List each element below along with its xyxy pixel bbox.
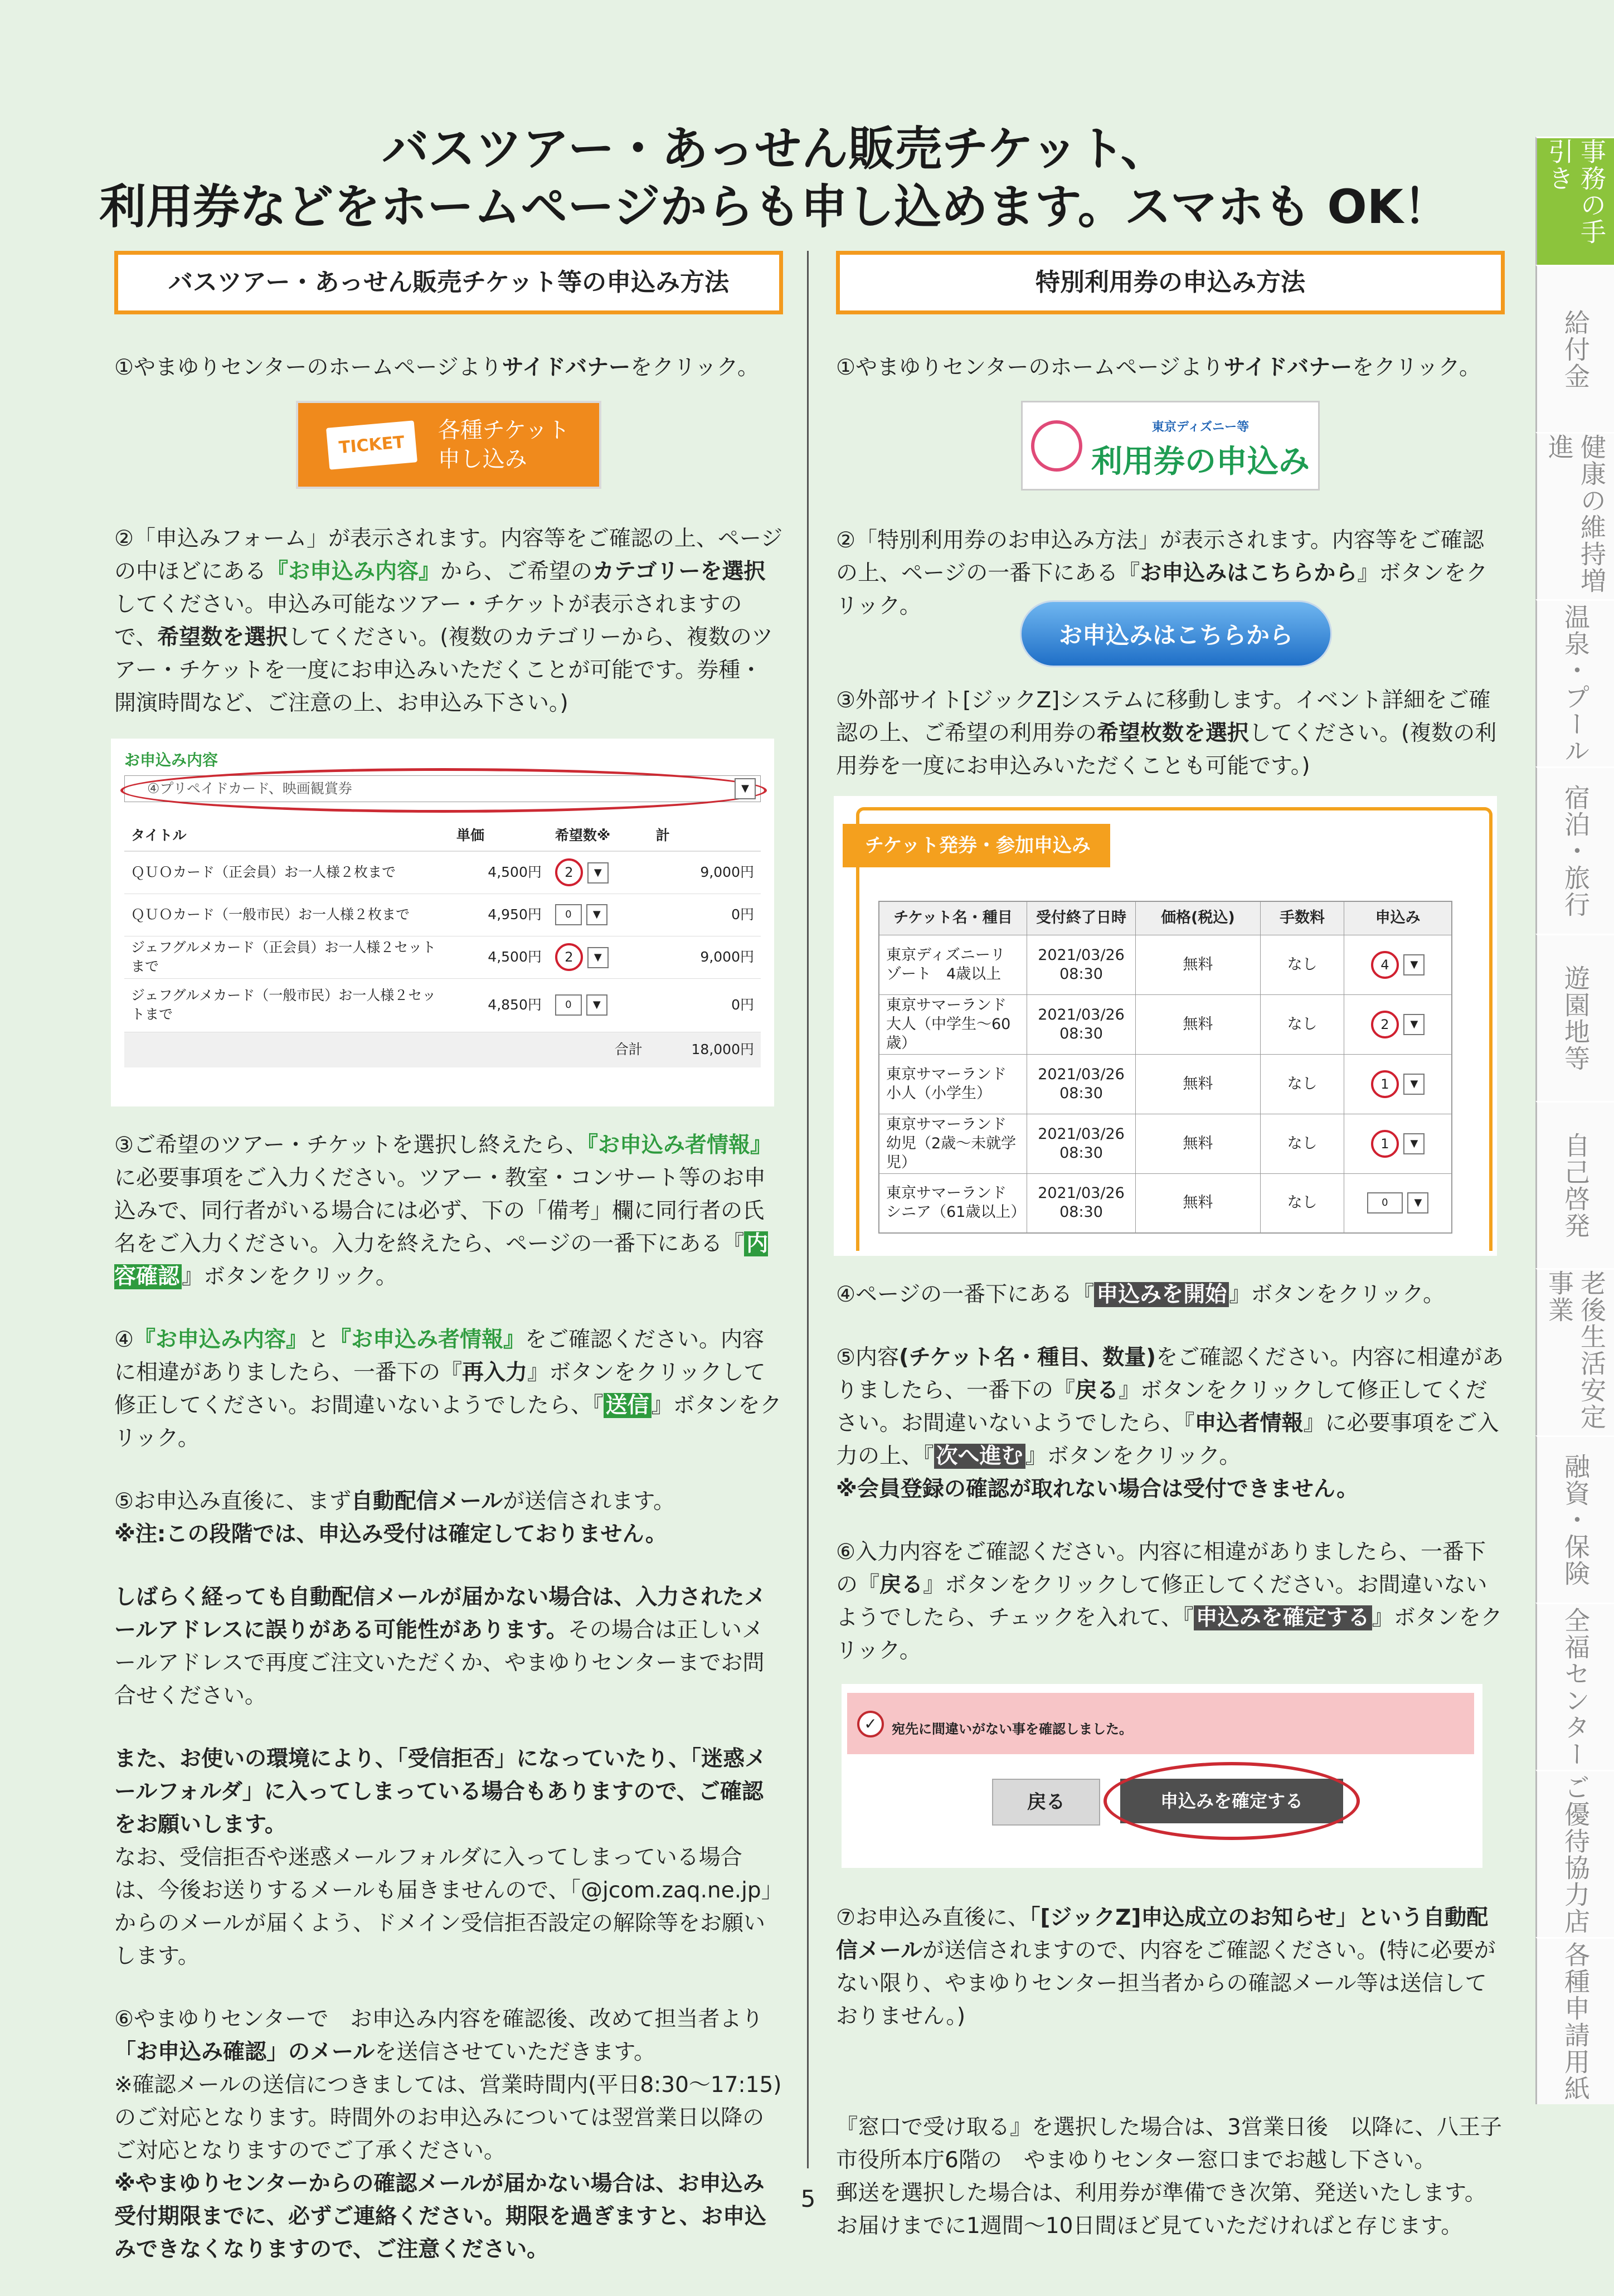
quantity-select[interactable]: 1 [1371, 1070, 1399, 1098]
confirm-screenshot: ✓ 宛先に間違いがない事を確認しました。 戻る 申込みを確定する [842, 1684, 1482, 1868]
quantity-select[interactable]: 1 [1371, 1130, 1399, 1158]
ticket-screenshot [834, 796, 1497, 1256]
tab-office-guide[interactable]: 事務の手引き [1535, 137, 1614, 265]
ferris-wheel-icon [1031, 420, 1082, 472]
left-note-spam: また、お使いの環境により、「受信拒否」になっていたり、「迷惑メールフォルダ」に入ってしまっている場合もありますので、ご確認をお願いします。 なお、受信拒否や迷惑メールフォルダに入ってしまっている場合は、今後お送りするメールも届きませんので、「@jcom.zaq.ne.jp」からのメールが届くよう、ドメイン受信拒否設定の解除等をお願いします。 [114, 1746, 783, 1969]
quantity-select[interactable]: 2 [555, 943, 583, 971]
left-step-1: ①やまゆりセンターのホームページよりサイドバナーをクリック。 [114, 355, 760, 380]
table-row: ジェフグルメカード（正会員）お一人様２セットまで 4,500円 2 ▼ 9,000円 [124, 936, 761, 978]
tab-self-development[interactable]: 自己啓発 [1535, 1101, 1614, 1268]
back-button[interactable]: 戻る [992, 1779, 1100, 1826]
left-step-4: ④『お申込み内容』と『お申込み者情報』をご確認ください。内容に相違がありましたら、一番下の『再入力』ボタンをクリックして修正してください。お間違いないようでしたら、『 送信 』ボタンをクリック。 [114, 1327, 782, 1451]
ticket-table: チケット名・種目 受付終了日時 価格(税込) 手数料 申込み 東京ディズニーリゾート 4歳以上 2021/03/26 08:30 無料 なし 4 ▼ 東京サマーランド大人（中学生～60歳） 2021/03/26 08:30 無料 なし 2 ▼ 東京サマーランド小人（小学生） 2021/03/26 08:30 無料 なし 1 ▼ 東京サマーランド幼児（2歳～未就学児） 2021/03/26 08:30 無料 なし 1 ▼ 東京サマーランドシニア（61歳以上） 2021/03/26 08:30 無料 なし 0 ▼ [878, 901, 1452, 1234]
tab-forms[interactable]: 各種申請用紙 [1535, 1937, 1614, 2104]
chevron-down-icon: ▼ [586, 904, 607, 925]
table-row: 東京サマーランド幼児（2歳～未就学児） 2021/03/26 08:30 無料 なし 1 ▼ [879, 1114, 1452, 1173]
chevron-down-icon: ▼ [1403, 1074, 1425, 1095]
tab-health[interactable]: 健康の維持増進 [1535, 432, 1614, 599]
table-row: 東京サマーランド小人（小学生） 2021/03/26 08:30 無料 なし 1 ▼ [879, 1054, 1452, 1114]
left-step-5: ⑤お申込み直後に、まず自動配信メールが送信されます。 ※注:この段階では、申込み受付は確定しておりません。 [114, 1489, 675, 1547]
chevron-down-icon: ▼ [1403, 1014, 1425, 1035]
page-number: 5 [800, 2185, 816, 2212]
chevron-down-icon: ▼ [586, 994, 607, 1016]
column-divider [807, 251, 809, 2168]
right-column [836, 251, 1505, 2273]
ticket-issue-tab: チケット発券・参加申込み [843, 824, 1110, 867]
left-step-3: ③ご希望のツアー・チケットを選択し終えたら、『お申込み者情報』に必要事項をご入力ください。ツアー・教室・コンサート等のお申込みで、同行者がいる場合には必ず、下の「備考」欄に同行者の氏名をご入力ください。入力を終えたら、ページの一番下にある『 内容確認 』ボタンをクリック。 [114, 1133, 772, 1289]
table-row: ジェフグルメカード（一般市民）お一人様２セットまで 4,850円 0 ▼ 0円 [124, 978, 761, 1032]
quantity-select[interactable]: 0 [1367, 1192, 1403, 1213]
left-note-mail: しばらく経っても自動配信メールが届かない場合は、入力されたメールアドレスに誤りがある可能性があります。その場合は正しいメールアドレスで再度ご注文いただくか、やまゆりセンターまでお問合せください。 [114, 1585, 766, 1708]
table-row: 東京サマーランド大人（中学生～60歳） 2021/03/26 08:30 無料 なし 2 ▼ [879, 994, 1452, 1054]
tab-travel[interactable]: 宿泊・旅行 [1535, 766, 1614, 934]
order-form-screenshot: お申込み内容 ④プリペイドカード、映画観賞券 ▼ タイトル 単価 希望数※ 計 ＱＵＯカード（正会員）お一人様２枚まで 4,500円 2 ▼ 9,000円 ＱＵＯカード（一般市民）お一人様２枚まで 4,950円 0 ▼ 0円 ジェフグルメカード（正会員）お一人様２セットまで 4,500円 2 ▼ 9,000円 ジェフグルメカード（一般市民）お一人様２セットまで 4,850円 0 ▼ 0円 合計 18,000円 [111, 739, 774, 1106]
ticket-banner[interactable]: TICKET 各種チケット 申し込み [296, 401, 601, 489]
quantity-select[interactable]: 2 [1371, 1011, 1399, 1038]
table-row: 東京ディズニーリゾート 4歳以上 2021/03/26 08:30 無料 なし 4 ▼ [879, 935, 1452, 994]
table-row: 東京サマーランドシニア（61歳以上） 2021/03/26 08:30 無料 なし 0 ▼ [879, 1173, 1452, 1233]
tab-zenpuku-center[interactable]: 全福センター [1535, 1603, 1614, 1770]
chevron-down-icon: ▼ [1407, 1192, 1428, 1213]
left-step-6: ⑥やまゆりセンターで お申込み内容を確認後、改めて担当者より「お申込み確認」のメールを送信させていただきます。 ※確認メールの送信につきましては、営業時間内(平日8:30～17:15)のご対応となります。時間外のお申込みについては翌営業日以降のご対応となりますのでご了承ください。 ※やまゆりセンターからの確認メールが届かない場合は、お申込み受付期限までに、必ずご連絡ください。期限を過ぎますと、お申込みできなくなりますので、ご注意ください。 [114, 2007, 782, 2262]
confirm-submit-button[interactable]: 申込みを確定する [1120, 1779, 1343, 1823]
right-step-3: ③外部サイト[ジックZ]システムに移動します。イベント詳細をご確認の上、ご希望の利用券の希望枚数を選択してください。(複数の利用券を一度にお申込みいただくことも可能です。) [836, 688, 1497, 779]
left-column [114, 251, 783, 2296]
right-step-6: ⑥入力内容をご確認ください。内容に相違がありましたら、一番下の『戻る』ボタンをクリックして修正してください。お間違いないようでしたら、チェックを入れて、『 申込みを確定する 』ボタンをクリック。 [836, 1540, 1503, 1663]
tab-loans-insurance[interactable]: 融資・保険 [1535, 1435, 1614, 1603]
chevron-down-icon: ▼ [587, 947, 609, 968]
left-step-2: ②「申込みフォーム」が表示されます。内容等をご確認の上、ページの中ほどにある『お申込み内容』から、ご希望のカテゴリーを選択してください。申込み可能なツアー・チケットが表示されますので、希望数を選択してください。(複数のカテゴリーから、複数のツアー・チケットを一度にお申込みいただくことが可能です。券種・開演時間など、ご注意の上、お申込み下さい。) [114, 526, 783, 716]
right-step-2: ②「特別利用券のお申込み方法」が表示されます。内容等をご確認の上、ページの一番下にある『お申込みはこちらから』ボタンをクリック。 [836, 528, 1488, 619]
right-note-pickup: 『窓口で受け取る』を選択した場合は、3営業日後 以降に、八王子市役所本庁6階の やまゆりセンター窓口までお越し下さい。 郵送を選択した場合は、利用券が準備でき次第、発送いたします。お届けまでに1週間～10日間ほど見ていただければと存じます。 [836, 2115, 1502, 2239]
tab-benefits[interactable]: 給付金 [1535, 265, 1614, 432]
chevron-down-icon: ▼ [1403, 1133, 1425, 1154]
right-heading: 特別利用券の申込み方法 [836, 251, 1505, 314]
chevron-down-icon: ▼ [735, 778, 756, 799]
apply-button[interactable]: お申込みはこちらから [1020, 600, 1332, 667]
tab-amusement[interactable]: 遊園地等 [1535, 934, 1614, 1101]
confirm-checkbox[interactable]: ✓ [857, 1711, 884, 1737]
left-heading: バスツアー・あっせん販売チケット等の申込み方法 [114, 251, 783, 314]
order-table: タイトル 単価 希望数※ 計 ＱＵＯカード（正会員）お一人様２枚まで 4,500円 2 ▼ 9,000円 ＱＵＯカード（一般市民）お一人様２枚まで 4,950円 0 ▼ 0円 ジェフグルメカード（正会員）お一人様２セットまで 4,500円 2 ▼ 9,000円 ジェフグルメカード（一般市民）お一人様２セットまで 4,850円 0 ▼ 0円 合計 18,000円 [124, 820, 761, 1067]
table-row: ＱＵＯカード（一般市民）お一人様２枚まで 4,950円 0 ▼ 0円 [124, 894, 761, 936]
quantity-select[interactable]: 2 [555, 858, 583, 886]
tab-retirement[interactable]: 老後生活安定事業 [1535, 1268, 1614, 1435]
coupon-banner[interactable]: 東京ディズニー等 利用券の申込み [1021, 401, 1320, 491]
quantity-select[interactable]: 0 [555, 904, 582, 925]
right-step-4: ④ページの一番下にある『 申込みを開始 』ボタンをクリック。 [836, 1282, 1445, 1307]
quantity-select[interactable]: 4 [1371, 951, 1399, 979]
right-step-5: ⑤内容(チケット名・種目、数量)をご確認ください。内容に相違がありましたら、一番下の『戻る』ボタンをクリックして修正してください。お間違いないようでしたら、『申込者情報』に必要事項をご入力の上、『 次へ進む 』ボタンをクリック。 ※会員登録の確認が取れない場合は受付できません。 [836, 1345, 1504, 1502]
quantity-select[interactable]: 0 [555, 994, 582, 1016]
table-row: ＱＵＯカード（正会員）お一人様２枚まで 4,500円 2 ▼ 9,000円 [124, 851, 761, 894]
chevron-down-icon: ▼ [1403, 954, 1425, 975]
chevron-down-icon: ▼ [587, 862, 609, 884]
tab-partner-shops[interactable]: ご優待協力店 [1535, 1770, 1614, 1937]
page-title: バスツアー・あっせん販売チケット、 利用券などをホームページからも申し込めます。スマホも OK！ [99, 122, 1450, 234]
right-step-1: ①やまゆりセンターのホームページよりサイドバナーをクリック。 [836, 355, 1481, 380]
index-tabs [1535, 137, 1614, 2104]
tab-onsen-pool[interactable]: 温泉・プール [1535, 599, 1614, 766]
right-step-7: ⑦お申込み直後に、「[ジックZ]申込成立のお知らせ」という自動配信メールが送信されますので、内容をご確認ください。(特に必要がない限り、やまゆりセンター担当者からの確認メール等は送信しておりません。) [836, 1905, 1496, 2029]
ticket-icon: TICKET [326, 420, 417, 469]
